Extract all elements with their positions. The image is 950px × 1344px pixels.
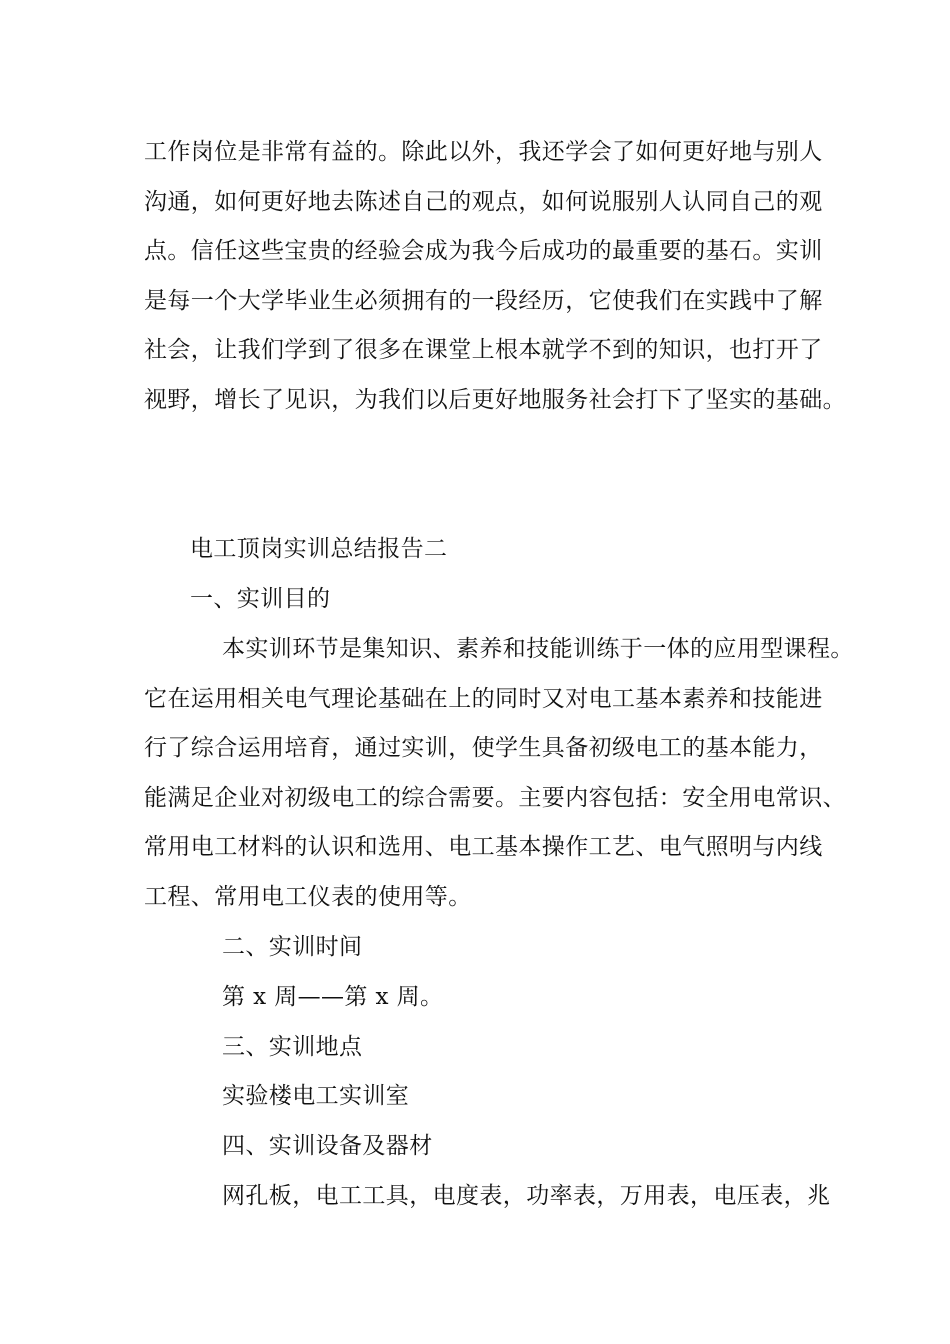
equipment-value: 网孔板，电工工具，电度表，功率表，万用表，电压表，兆 (222, 1183, 831, 1209)
paragraph-line: 点。信任这些宝贵的经验会成为我今后成功的最重要的基石。实训 (144, 238, 823, 264)
paragraph-line: 行了综合运用培育，通过实训，使学生具备初级电工的基本能力， (144, 735, 823, 761)
paragraph-line: 视野，增长了见识，为我们以后更好地服务社会打下了坚实的基础。 (144, 387, 846, 413)
heading-equipment: 四、实训设备及器材 (222, 1133, 433, 1159)
paragraph-line: 沟通，如何更好地去陈述自己的观点，如何说服别人认同自己的观 (144, 189, 823, 215)
time-value: 第 x 周——第 x 周。 (222, 984, 444, 1010)
paragraph-line: 本实训环节是集知识、素养和技能训练于一体的应用型课程。 (222, 636, 854, 662)
paragraph-line: 工程、常用电工仪表的使用等。 (144, 884, 472, 910)
heading-location: 三、实训地点 (222, 1034, 363, 1060)
paragraph-line: 常用电工材料的认识和选用、电工基本操作工艺、电气照明与内线 (144, 834, 823, 860)
paragraph-line: 工作岗位是非常有益的。除此以外，我还学会了如何更好地与别人 (144, 139, 823, 165)
location-value: 实验楼电工实训室 (222, 1083, 410, 1109)
heading-time: 二、实训时间 (222, 934, 363, 960)
paragraph-line: 社会，让我们学到了很多在课堂上根本就学不到的知识，也打开了 (144, 337, 823, 363)
heading-purpose: 一、实训目的 (190, 586, 331, 612)
paragraph-line: 它在运用相关电气理论基础在上的同时又对电工基本素养和技能进 (144, 686, 823, 712)
paragraph-line: 是每一个大学毕业生必须拥有的一段经历，它使我们在实践中了解 (144, 288, 823, 314)
paragraph-line: 能满足企业对初级电工的综合需要。主要内容包括：安全用电常识、 (144, 785, 846, 811)
report-title: 电工顶岗实训总结报告二 (190, 536, 448, 562)
